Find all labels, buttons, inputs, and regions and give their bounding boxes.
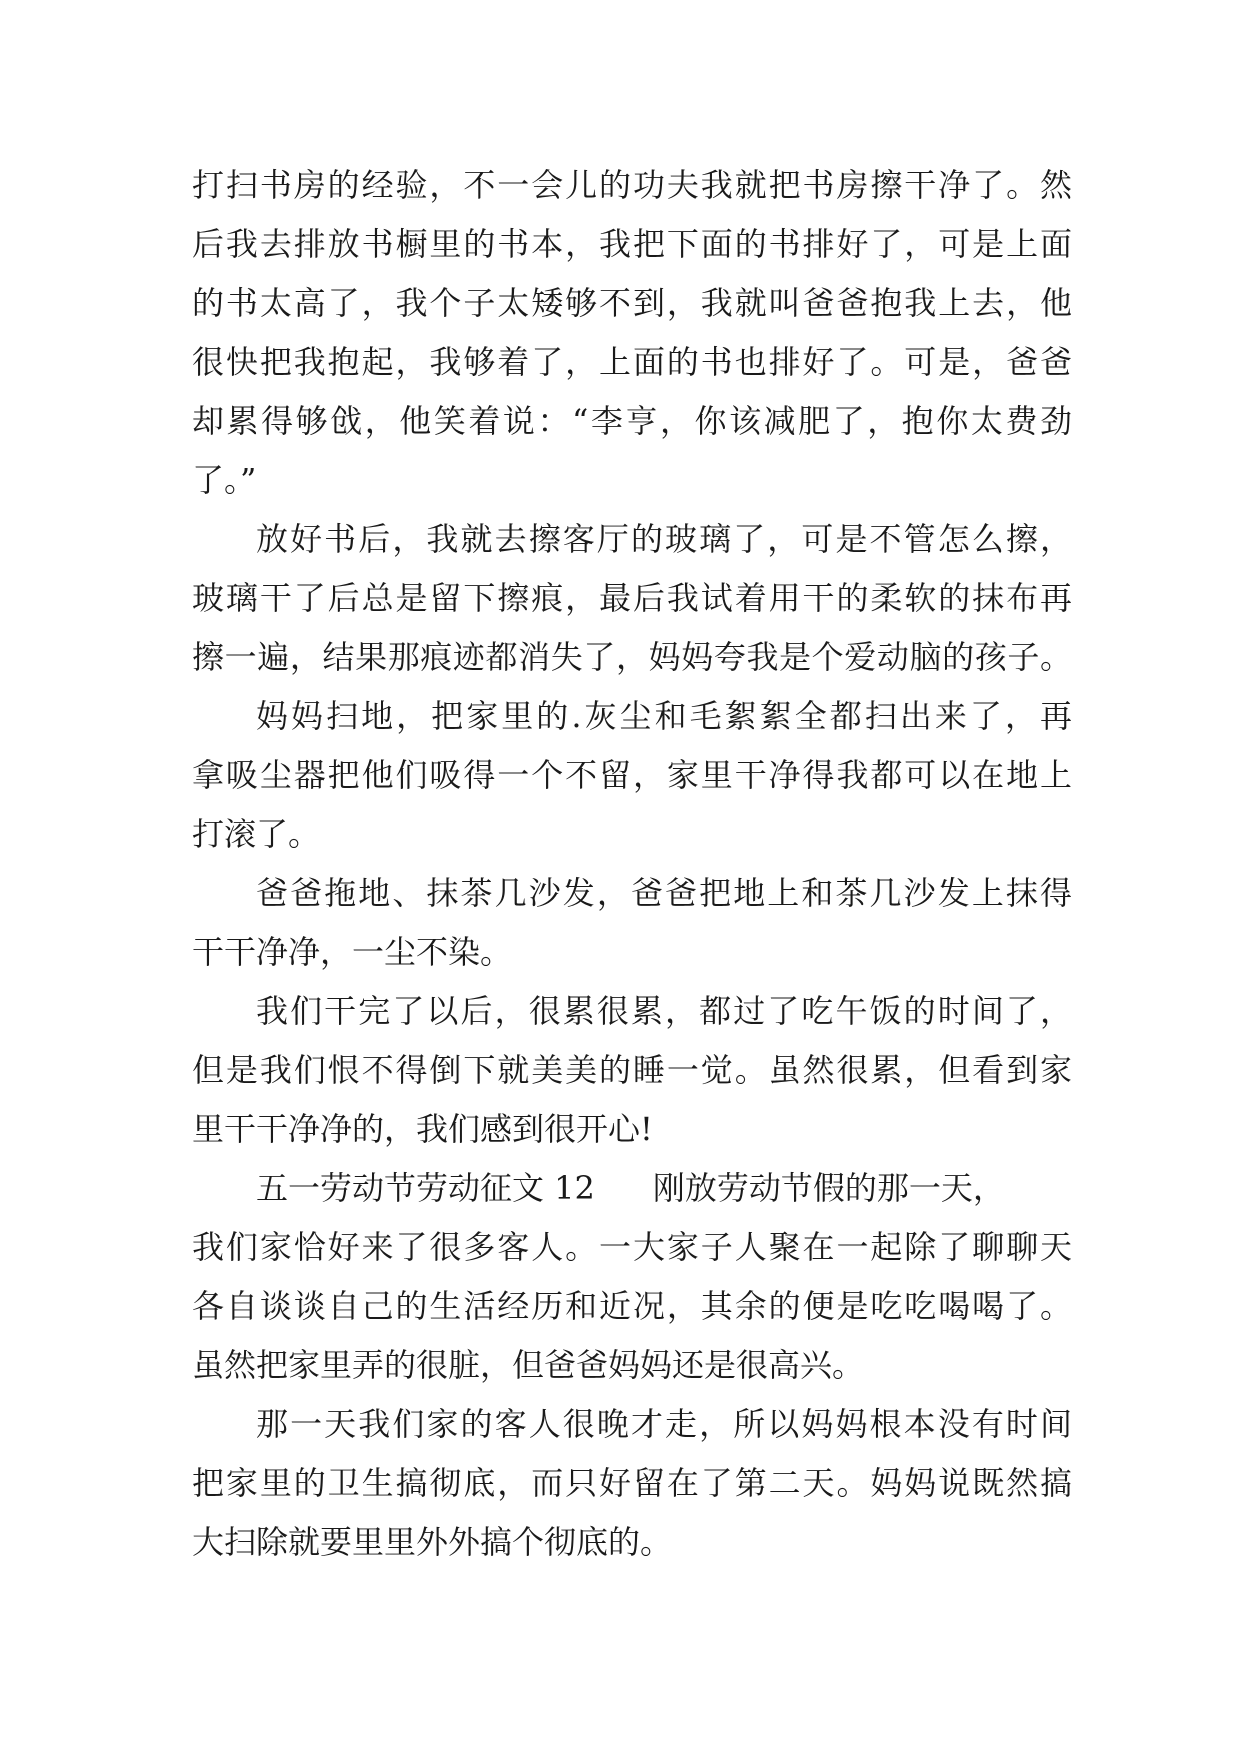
- text-line: 的书太高了，我个子太矮够不到，我就叫爸爸抱我上去，他: [192, 284, 1072, 322]
- paragraph: [192, 1159, 1072, 1395]
- section-heading-line: [192, 1159, 1072, 1218]
- text-line: 我们干完了以后，很累很累，都过了吃午饭的时间了，: [256, 992, 1072, 1030]
- document-body: [192, 156, 1072, 1572]
- text-line: 干干净净，一尘不染。: [192, 933, 513, 971]
- text-line: 打扫书房的经验，不一会儿的功夫我就把书房擦干净了。然: [192, 166, 1072, 204]
- text-line: 大扫除就要里里外外搞个彻底的。: [192, 1523, 673, 1561]
- text-line: 玻璃干了后总是留下擦痕，最后我试着用干的柔软的抹布再: [192, 579, 1072, 617]
- text-line: 妈妈扫地，把家里的.灰尘和毛絮絮全都扫出来了，再: [256, 697, 1072, 735]
- paragraph: [192, 1395, 1072, 1572]
- heading-follow-text: 刚放劳动节假的那一天，: [652, 1169, 1005, 1207]
- text-line: 打滚了。: [192, 815, 321, 853]
- text-line: 把家里的卫生搞彻底，而只好留在了第二天。妈妈说既然搞: [192, 1464, 1072, 1502]
- text-line: 虽然把家里弄的很脏，但爸爸妈妈还是很高兴。: [192, 1346, 865, 1384]
- text-line: 了。”: [192, 461, 257, 499]
- text-line: 后我去排放书橱里的书本，我把下面的书排好了，可是上面: [192, 225, 1072, 263]
- text-line: 放好书后，我就去擦客厅的玻璃了，可是不管怎么擦，: [256, 520, 1072, 558]
- paragraph: [192, 687, 1072, 864]
- paragraph: [192, 864, 1072, 982]
- paragraph: [192, 982, 1072, 1159]
- text-line: 各自谈谈自己的生活经历和近况，其余的便是吃吃喝喝了。: [192, 1287, 1072, 1325]
- text-line: 里干干净净的，我们感到很开心!: [192, 1110, 653, 1148]
- text-line: 但是我们恨不得倒下就美美的睡一觉。虽然很累，但看到家: [192, 1051, 1072, 1089]
- text-line: 却累得够戗，他笑着说：“李亨，你该减肥了，抱你太费劲: [192, 402, 1072, 440]
- text-line: 我们家恰好来了很多客人。一大家子人聚在一起除了聊聊天: [192, 1228, 1072, 1266]
- section-heading: 五一劳动节劳动征文 12: [256, 1169, 595, 1207]
- text-line: 拿吸尘器把他们吸得一个不留，家里干净得我都可以在地上: [192, 756, 1072, 794]
- text-line: 那一天我们家的客人很晚才走，所以妈妈根本没有时间: [256, 1405, 1072, 1443]
- paragraph: [192, 156, 1072, 510]
- paragraph: [192, 510, 1072, 687]
- text-line: 爸爸拖地、抹茶几沙发，爸爸把地上和茶几沙发上抹得: [256, 874, 1072, 912]
- text-line: 擦一遍，结果那痕迹都消失了，妈妈夸我是个爱动脑的孩子。: [192, 638, 1072, 676]
- text-line: 很快把我抱起，我够着了，上面的书也排好了。可是，爸爸: [192, 343, 1072, 381]
